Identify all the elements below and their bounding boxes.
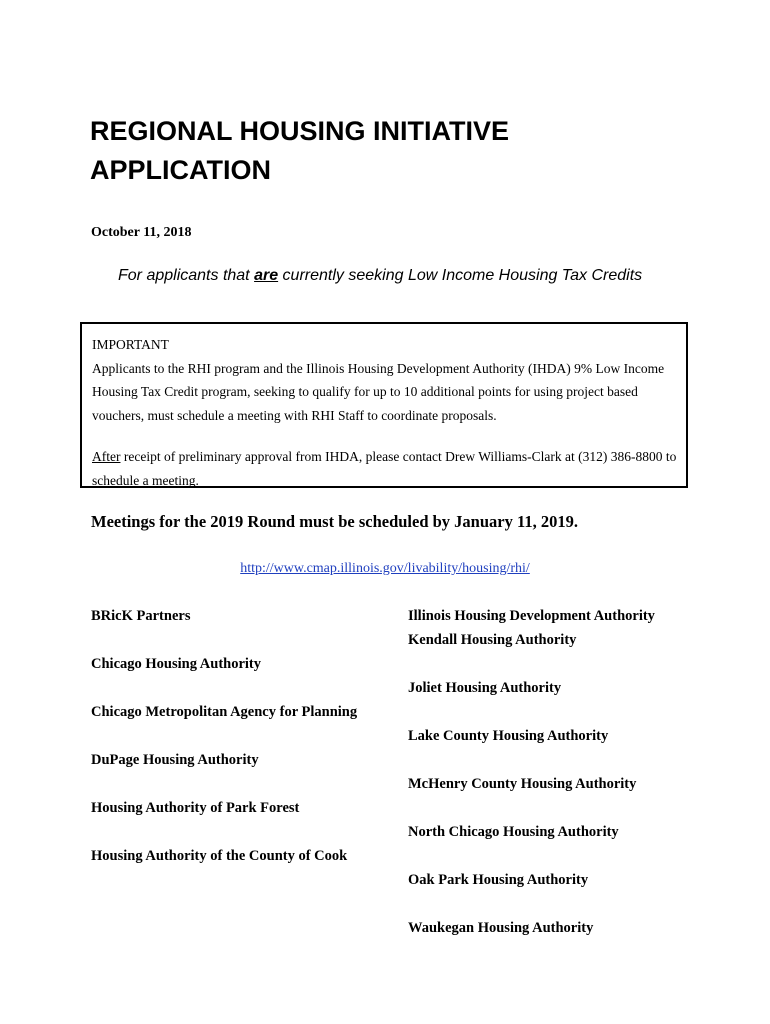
partner-item: Oak Park Housing Authority bbox=[408, 872, 589, 888]
partner-item: DuPage Housing Authority bbox=[91, 752, 259, 768]
important-after-word: After bbox=[92, 449, 121, 464]
partner-item: Chicago Metropolitan Agency for Planning bbox=[91, 704, 358, 720]
partner-item: BRicK Partners bbox=[91, 608, 191, 624]
partner-item: Waukegan Housing Authority bbox=[408, 920, 594, 936]
partner-item: McHenry County Housing Authority bbox=[408, 776, 637, 792]
page-title bbox=[90, 112, 690, 190]
title-line-2: APPLICATION bbox=[90, 155, 271, 185]
deadline-notice: Meetings for the 2019 Round must be scheduled by January 11, 2019. bbox=[91, 512, 578, 531]
subtitle bbox=[118, 267, 642, 285]
important-paragraph-2 bbox=[92, 445, 677, 492]
subtitle-before: For applicants that bbox=[118, 267, 255, 284]
title-line-1: REGIONAL HOUSING INITIATIVE bbox=[90, 116, 510, 146]
partner-item: Housing Authority of Park Forest bbox=[91, 800, 300, 816]
partner-item: Housing Authority of the County of Cook bbox=[91, 848, 348, 864]
partner-item: Chicago Housing Authority bbox=[91, 656, 261, 672]
partner-item: North Chicago Housing Authority bbox=[408, 824, 619, 840]
partner-item: Joliet Housing Authority bbox=[408, 680, 562, 696]
partners-right-column bbox=[408, 604, 698, 940]
partner-item: Lake County Housing Authority bbox=[408, 728, 609, 744]
important-heading: IMPORTANT bbox=[92, 337, 169, 352]
subtitle-emphasis: are bbox=[254, 267, 279, 284]
important-notice-box bbox=[80, 322, 688, 488]
partner-item: Kendall Housing Authority bbox=[408, 632, 577, 648]
rhi-website-link[interactable]: http://www.cmap.illinois.gov/livability/housing/rhi/ bbox=[240, 561, 530, 576]
partners-left-column bbox=[91, 604, 361, 868]
partner-item: Illinois Housing Development Authority bbox=[408, 608, 655, 624]
document-date: October 11, 2018 bbox=[91, 225, 192, 240]
important-paragraph-1: Applicants to the RHI program and the Illinois Housing Development Authority (IHDA) 9% Low Income Housing Tax Credit program, seeking to qualify for up to 10 additional points for using project based vouchers, must schedule a meeting with RHI Staff to coordinate proposals. bbox=[92, 360, 665, 423]
subtitle-after: currently seeking Low Income Housing Tax Credits bbox=[278, 267, 643, 284]
important-paragraph-2-rest: receipt of preliminary approval from IHDA, please contact Drew Williams-Clark at (312) 386-8800 to schedule a meeting. bbox=[92, 449, 677, 488]
